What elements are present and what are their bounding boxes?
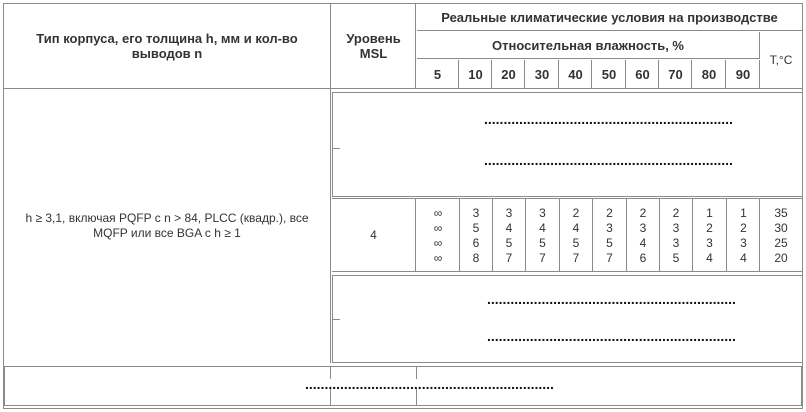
header-humidity-label: Относительная влажность, % [492,37,684,53]
value-column: 2 4 5 7 [572,206,580,265]
header-temperature [760,32,802,88]
header-conditions [417,4,802,31]
row-type-text: h ≥ 3,1, включая PQFP с n > 84, PLCC (квадр.), все MQFP или все BGA с h ≥ 1 [25,211,309,240]
humidity-value: 10 [460,60,492,88]
placeholder-block-top [332,92,802,197]
ellipsis-line: ................................................................ [484,152,733,168]
value-column: 1 2 3 4 [740,206,747,265]
ellipsis-line: ................................................................ [484,111,733,127]
humidity-value: 20 [493,60,525,88]
value-column: 2 3 5 7 [606,206,613,265]
data-row-bottom-border [332,271,802,272]
humidity-value: 50 [593,60,626,88]
header-msl [332,4,416,88]
humidity-value: 30 [526,60,559,88]
temperature-column: 35 30 25 20 [774,206,788,265]
header-temperature-label: T,°C [769,52,793,67]
header-type [4,4,331,88]
humidity-value: 80 [693,60,726,88]
header-conditions-label: Реальные климатические условия на производстве [441,9,778,25]
value-column: 3 4 5 7 [505,206,513,265]
ellipsis-line: ................................................................ [305,376,554,392]
value-column: 1 2 3 4 [706,206,713,265]
value-column: ∞ ∞ ∞ ∞ [433,206,443,265]
value-column: 2 3 4 6 [639,206,647,265]
placeholder-block-top-divider [332,148,340,149]
ellipsis-line: ................................................................ [487,291,736,307]
placeholder-block-bottom-divider [332,319,340,320]
value-column: 3 4 5 7 [539,206,546,265]
header-type-label: Тип корпуса, его толщина h, мм и кол-во выводов n [36,31,298,61]
header-msl-label: Уровень MSL [346,31,401,61]
humidity-value: 5 [417,60,459,88]
placeholder-block-bottom [332,275,802,363]
row-type [4,89,331,363]
humidity-value: 70 [660,60,692,88]
humidity-value: 90 [727,60,760,88]
humidity-value: 60 [627,60,659,88]
row-msl [332,199,416,271]
row-msl-value: 4 [370,227,377,242]
ellipsis-line: ................................................................ [487,328,736,344]
header-humidity [417,32,760,59]
humidity-value: 40 [560,60,592,88]
value-column: 2 3 3 5 [672,206,680,265]
value-column: 3 5 6 8 [472,206,480,265]
